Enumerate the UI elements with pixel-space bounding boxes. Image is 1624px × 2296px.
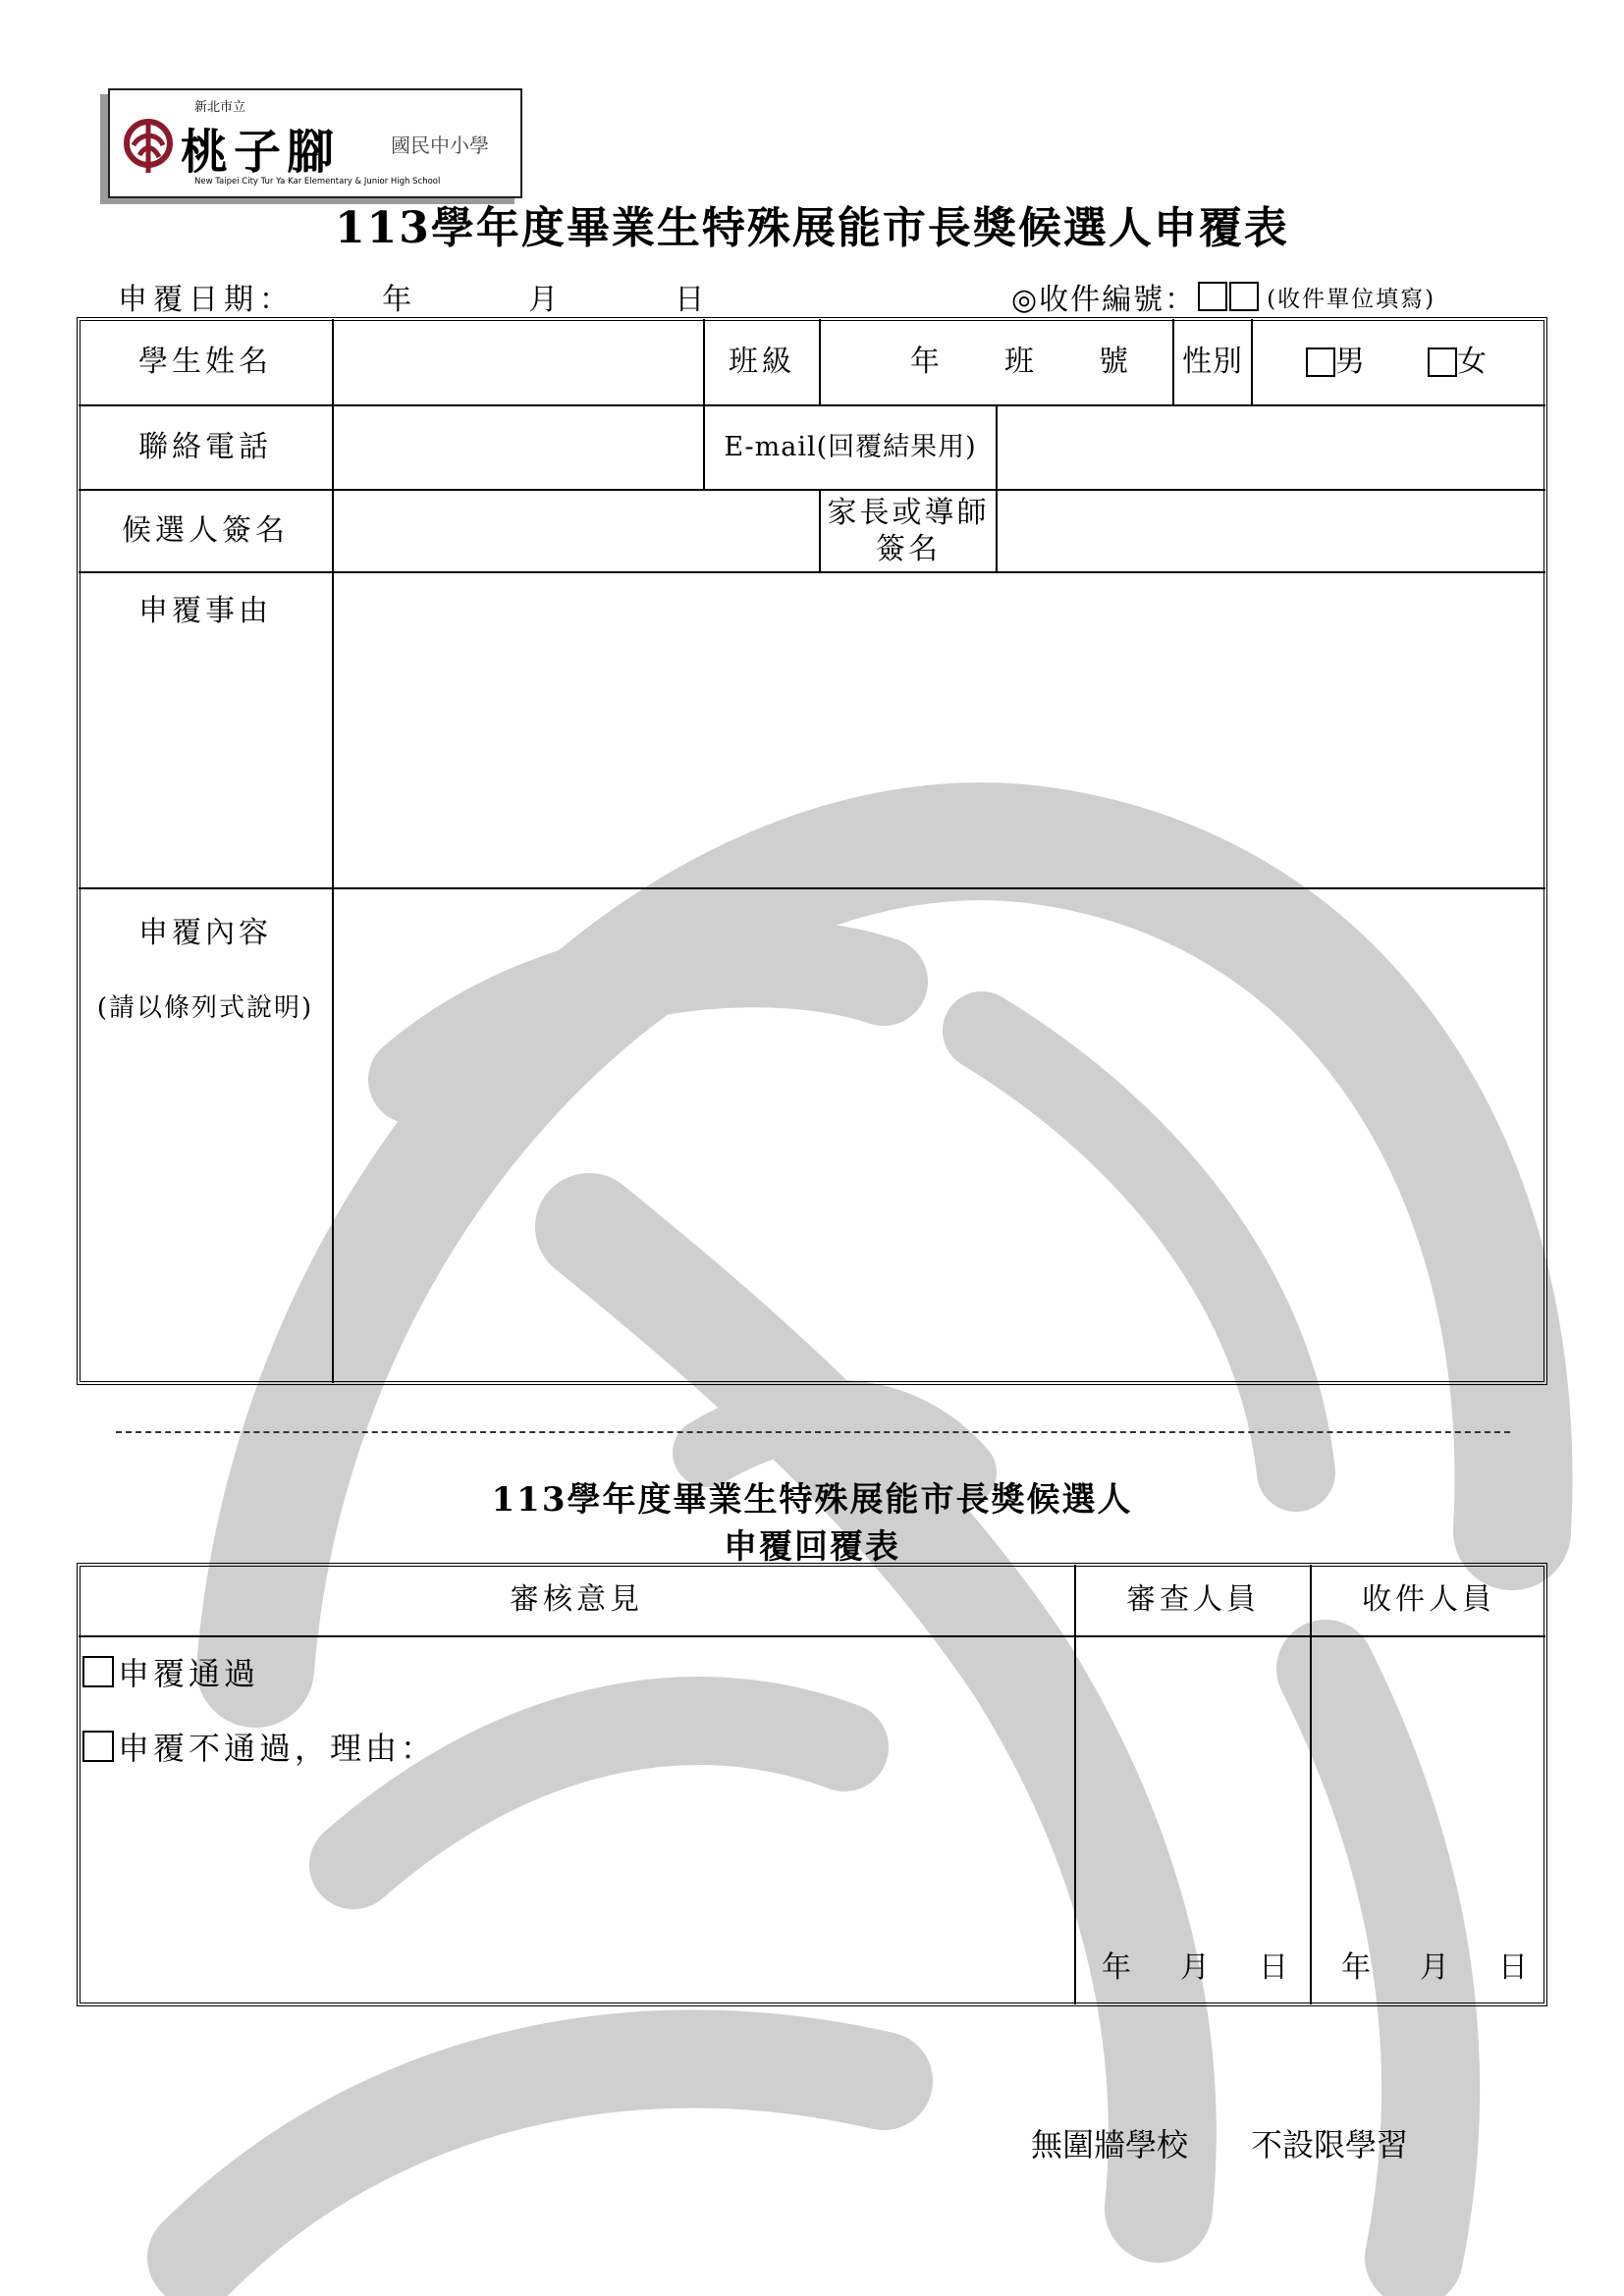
receiver-date: 年 月 日	[1341, 1950, 1538, 1986]
candidate-sign-field[interactable]	[334, 491, 819, 571]
logo-school-name: 桃子腳	[181, 125, 341, 180]
date-month: 月	[528, 283, 565, 317]
fail-option[interactable]	[82, 1724, 436, 1769]
parent-sign-line1: 家長或導師	[827, 495, 990, 530]
female-label: 女	[1457, 344, 1490, 379]
parent-sign-label	[821, 491, 996, 571]
reply-title-line1: 113學年度畢業生特殊展能市長獎候選人	[491, 1480, 1133, 1520]
receipt-note: (收件單位填寫)	[1267, 286, 1436, 312]
date-line	[118, 275, 710, 318]
logo-city: 新北市立	[194, 100, 246, 115]
receipt-label: ◎收件編號：	[1011, 283, 1197, 317]
pass-label: 申覆通過	[118, 1655, 260, 1692]
school-motto: 無圍牆學校 不設限學習	[1031, 2126, 1409, 2163]
candidate-sign-label: 候選人簽名	[122, 513, 289, 549]
class-year: 年	[910, 344, 944, 379]
content-note: (請以條列式說明)	[96, 992, 314, 1023]
pass-option[interactable]	[82, 1649, 259, 1694]
receipt-box-2[interactable]	[1229, 282, 1259, 311]
student-name-field[interactable]	[334, 319, 703, 404]
class-value[interactable]	[821, 319, 1172, 404]
fail-label: 申覆不通過，理由：	[118, 1730, 437, 1767]
male-label: 男	[1335, 344, 1369, 379]
male-checkbox[interactable]	[1306, 347, 1335, 377]
email-field[interactable]	[998, 406, 1545, 489]
date-label: 申覆日期：	[118, 283, 295, 317]
female-checkbox[interactable]	[1428, 347, 1457, 377]
fail-checkbox[interactable]	[82, 1731, 114, 1762]
school-logo	[108, 88, 522, 198]
form-title: 113學年度畢業生特殊展能市長獎候選人申覆表	[335, 203, 1289, 253]
content-field[interactable]	[334, 889, 1545, 1383]
phone-label: 聯絡電話	[138, 430, 272, 465]
content-label: 申覆內容	[138, 916, 272, 951]
parent-sign-field[interactable]	[998, 491, 1545, 571]
phone-field[interactable]	[334, 406, 703, 489]
pass-checkbox[interactable]	[82, 1656, 114, 1687]
email-label: E-mail(回覆結果用)	[724, 432, 977, 463]
receiver-header: 收件人員	[1362, 1582, 1495, 1618]
school-emblem-icon	[120, 116, 177, 177]
class-class: 班	[1004, 344, 1038, 379]
date-year: 年	[382, 283, 418, 317]
gender-label: 性別	[1182, 344, 1243, 379]
parent-sign-line2: 簽名	[876, 532, 941, 566]
student-name-label: 學生姓名	[138, 344, 272, 379]
class-number: 號	[1099, 344, 1132, 379]
reason-label: 申覆事由	[138, 594, 272, 629]
logo-english-name: New Taipei City Tur Ya Kar Elementary & Junior High School	[194, 177, 441, 187]
receipt-number	[1011, 275, 1435, 318]
reviewer-date: 年 月 日	[1102, 1950, 1298, 1986]
gender-options	[1253, 319, 1545, 404]
reason-field[interactable]	[334, 573, 1545, 887]
reply-title-line2: 申覆回覆表	[724, 1527, 900, 1567]
cut-line	[116, 1431, 1510, 1433]
class-label: 班級	[729, 344, 795, 379]
receipt-box-1[interactable]	[1198, 282, 1227, 311]
reviewer-header: 審查人員	[1126, 1582, 1260, 1618]
review-opinion-header: 審核意見	[510, 1582, 643, 1618]
date-day: 日	[675, 283, 711, 317]
logo-school-type: 國民中小學	[391, 133, 489, 157]
